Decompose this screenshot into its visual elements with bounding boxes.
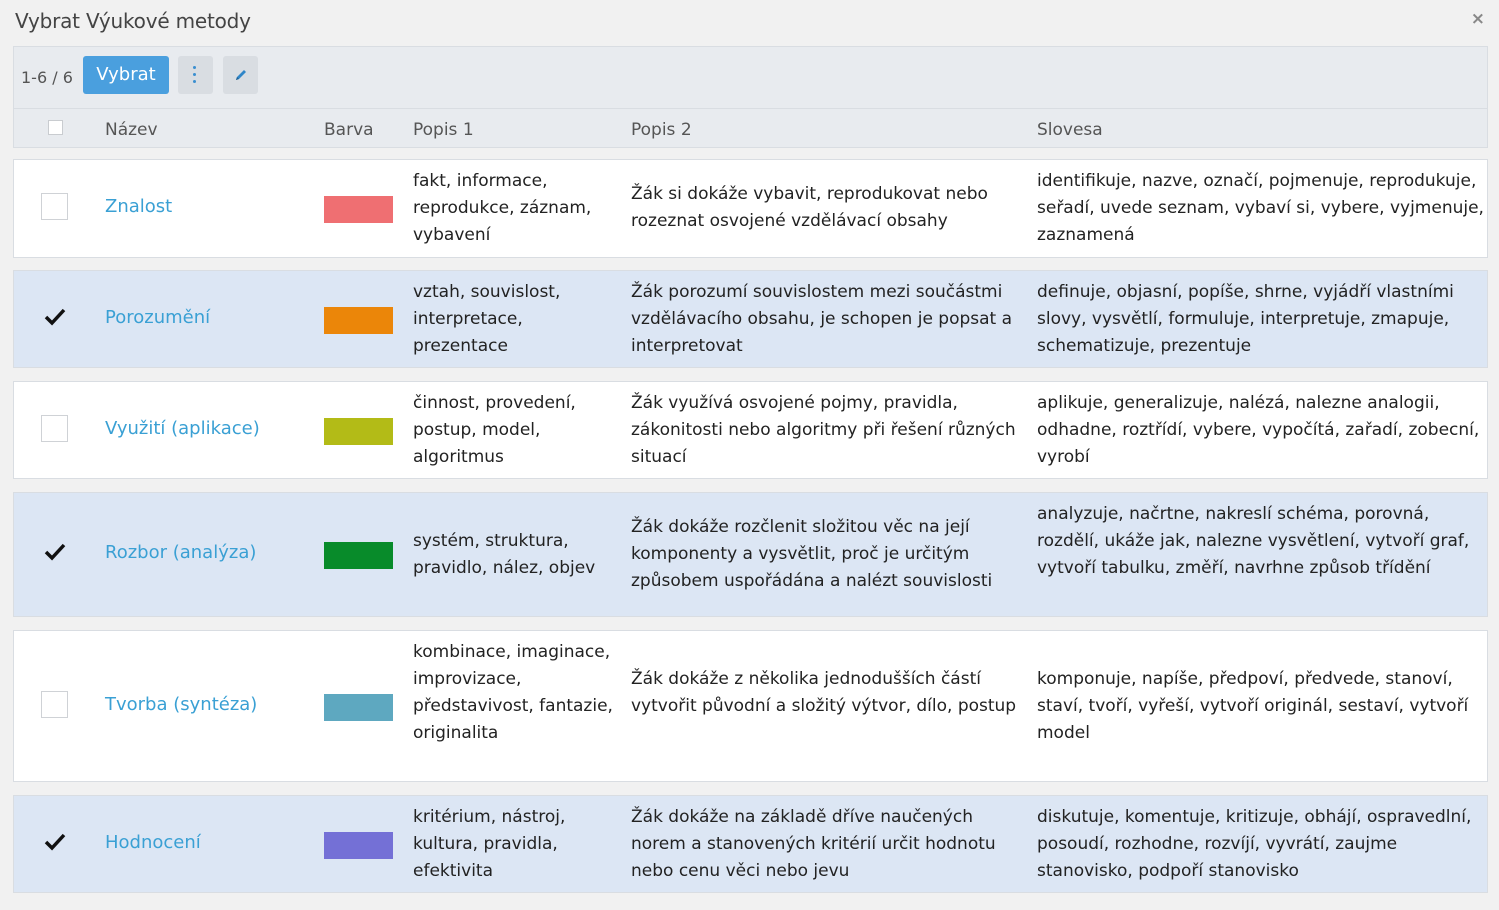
close-icon[interactable]: ×: [1470, 9, 1485, 29]
table-row[interactable]: [13, 381, 1488, 479]
table-row[interactable]: [13, 630, 1488, 782]
verbs: analyzuje, načrtne, nakreslí schéma, porovná, rozdělí, ukáže jak, nalezne vysvětlení, vytvoří graf, vytvoří tabulku, změří, navrhne způsob třídění: [1037, 504, 1470, 578]
record-count: 1-6 / 6: [21, 68, 73, 87]
color-swatch: [324, 694, 393, 721]
method-name-link[interactable]: Hodnocení: [105, 832, 201, 853]
description-2: Žák si dokáže vybavit, reprodukovat nebo rozeznat osvojené vzdělávací obsahy: [631, 184, 988, 231]
checkmark-icon: [44, 543, 66, 561]
description-2: Žák porozumí souvislostem mezi součástmi vzdělávacího obsahu, je schopen je popsat a interpretovat: [631, 282, 1013, 356]
column-header-name[interactable]: Název: [105, 120, 158, 140]
row-checkbox[interactable]: [41, 829, 68, 856]
color-swatch: [324, 196, 393, 223]
checkmark-icon: [44, 833, 66, 851]
column-header-verbs[interactable]: Slovesa: [1037, 120, 1103, 140]
description-1: kombinace, imaginace, improvizace, představivost, fantazie, originalita: [413, 642, 613, 743]
row-checkbox[interactable]: [41, 539, 68, 566]
column-header-color[interactable]: Barva: [324, 120, 374, 140]
verbs: komponuje, napíše, předpoví, předvede, stanoví, staví, tvoří, vyřeší, vytvoří originál, sestaví, vytvoří model: [1037, 669, 1469, 743]
method-name-link[interactable]: Využití (aplikace): [105, 418, 260, 439]
row-checkbox[interactable]: [41, 304, 68, 331]
method-name-link[interactable]: Tvorba (syntéza): [105, 694, 258, 715]
select-all-checkbox[interactable]: [48, 120, 63, 135]
color-swatch: [324, 418, 393, 445]
checkmark-icon: [44, 308, 66, 326]
dialog-title: Vybrat Výukové metody: [15, 9, 251, 33]
column-header-desc1[interactable]: Popis 1: [413, 120, 474, 140]
description-2: Žák dokáže na základě dříve naučených norem a stanovených kritérií určit hodnotu nebo cenu věci nebo jevu: [631, 807, 996, 881]
color-swatch: [324, 307, 393, 334]
table-row[interactable]: [13, 492, 1488, 617]
color-swatch: [324, 542, 393, 569]
pencil-icon: [233, 67, 249, 83]
description-2: Žák dokáže z několika jednodušších částí vytvořit původní a složitý výtvor, dílo, postup: [631, 669, 1017, 716]
edit-button[interactable]: [223, 56, 258, 94]
table-row[interactable]: [13, 795, 1488, 893]
color-swatch: [324, 832, 393, 859]
toolbar: [13, 46, 1488, 108]
description-1: činnost, provedení, postup, model, algoritmus: [413, 393, 576, 467]
verbs: definuje, objasní, popíše, shrne, vyjádří vlastními slovy, vysvětlí, formuluje, interpretuje, zmapuje, schematizuje, prezentuje: [1037, 282, 1454, 356]
vertical-dots-icon: [193, 66, 197, 85]
row-checkbox[interactable]: [41, 193, 68, 220]
description-2: Žák využívá osvojené pojmy, pravidla, zákonitosti nebo algoritmy při řešení různých situací: [631, 393, 1016, 467]
description-1: systém, struktura, pravidlo, nález, objev: [413, 531, 596, 578]
table-row[interactable]: [13, 270, 1488, 368]
column-header-desc2[interactable]: Popis 2: [631, 120, 692, 140]
verbs: identifikuje, nazve, označí, pojmenuje, reprodukuje, seřadí, uvede seznam, vybaví si, vybere, vyjmenuje, zaznamená: [1037, 171, 1484, 245]
verbs: diskutuje, komentuje, kritizuje, obhájí, ospravedlní, posoudí, rozhodne, rozvíjí, vyvrátí, zaujme stanovisko, podpoří stanovisko: [1037, 807, 1472, 881]
description-2: Žák dokáže rozčlenit složitou věc na její komponenty a vysvětlit, proč je určitým způsobem uspořádána a nalézt souvislosti: [631, 517, 993, 591]
description-1: fakt, informace, reprodukce, záznam, vybavení: [413, 171, 592, 245]
table-row[interactable]: [13, 159, 1488, 258]
table-header: [13, 108, 1488, 148]
more-options-button[interactable]: [178, 56, 213, 94]
description-1: kritérium, nástroj, kultura, pravidla, efektivita: [413, 807, 566, 881]
method-name-link[interactable]: Rozbor (analýza): [105, 542, 257, 563]
verbs: aplikuje, generalizuje, nalézá, nalezne analogii, odhadne, roztřídí, vybere, vypočítá, zařadí, zobecní, vyrobí: [1037, 393, 1480, 467]
method-name-link[interactable]: Znalost: [105, 196, 173, 217]
description-1: vztah, souvislost, interpretace, prezentace: [413, 282, 561, 356]
row-checkbox[interactable]: [41, 691, 68, 718]
select-button[interactable]: Vybrat: [83, 56, 169, 94]
method-name-link[interactable]: Porozumění: [105, 307, 211, 328]
row-checkbox[interactable]: [41, 415, 68, 442]
